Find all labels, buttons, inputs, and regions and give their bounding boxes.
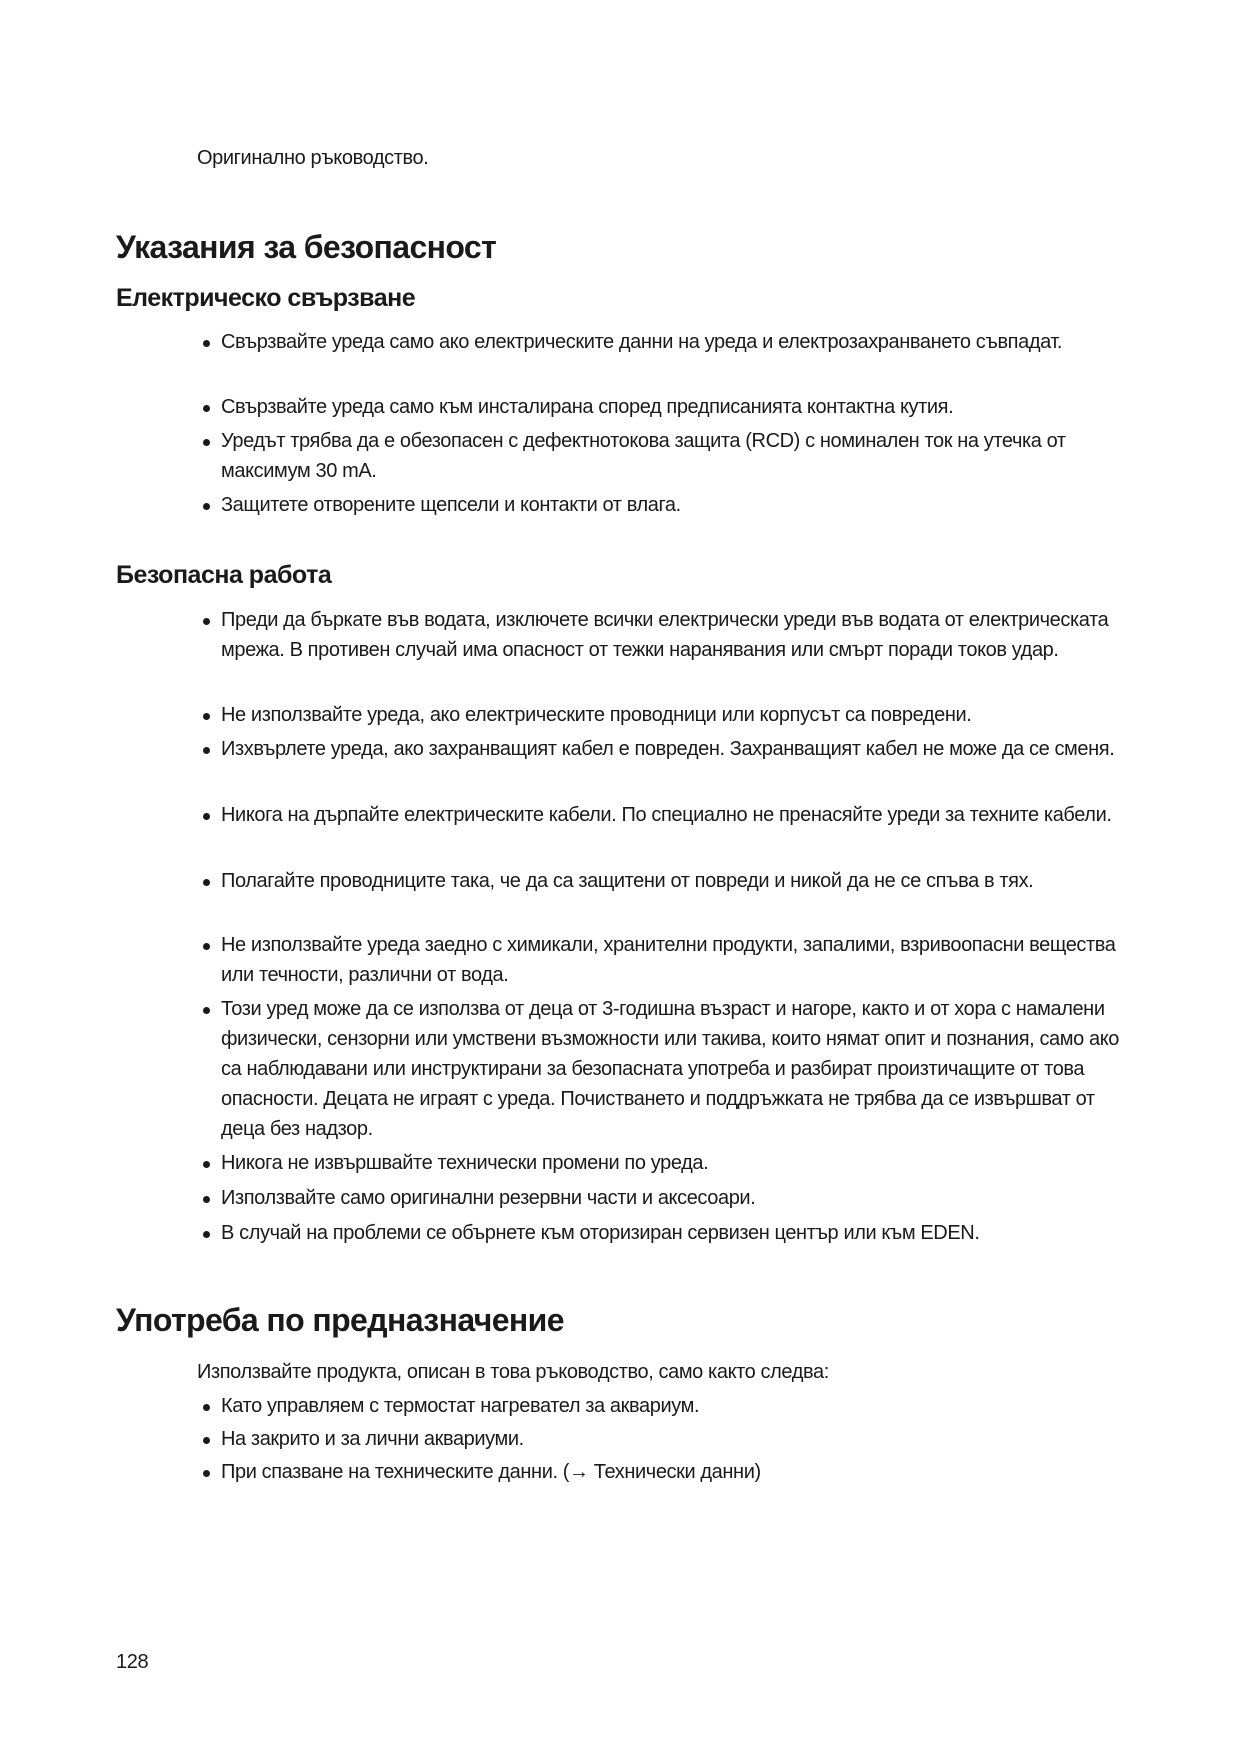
bullet-icon (203, 713, 210, 720)
bullet-icon (203, 618, 210, 625)
list-item: Уредът трябва да е обезопасен с дефектнотокова защита (RCD) с номинален ток на утечка от максимум 30 mA. (203, 426, 1123, 486)
intro-text: Оригинално ръководство. (197, 147, 429, 169)
bullet-icon (203, 1470, 210, 1477)
bullet-icon (203, 747, 210, 754)
bullet-icon (203, 1007, 210, 1014)
list-item: Изхвърлете уреда, ако захранващият кабел е повреден. Захранващият кабел не може да се сменя. (203, 734, 1123, 764)
bullet-icon (203, 340, 210, 347)
bullet-icon (203, 1231, 210, 1238)
list-item: Свързвайте уреда само към инсталирана според предписанията контактна кутия. (203, 392, 1123, 422)
list-item: Използвайте само оригинални резервни части и аксесоари. (203, 1183, 1123, 1213)
bullet-icon (203, 503, 210, 510)
list-item: Никога не извършвайте технически промени по уреда. (203, 1148, 1123, 1178)
bullet-icon (203, 879, 210, 886)
list-item: Полагайте проводниците така, че да са защитени от повреди и никой да не се спъва в тях. (203, 866, 1123, 896)
section-title-safety: Указания за безопасност (116, 229, 497, 265)
bullet-icon (203, 1404, 210, 1411)
list-item: На закрито и за лични аквариуми. (203, 1424, 1123, 1454)
list-item: Не използвайте уреда заедно с химикали, хранителни продукти, запалими, взривоопасни вещества или течности, различни от вода. (203, 930, 1123, 990)
section-title-intended-use: Употреба по предназначение (116, 1302, 564, 1338)
list-item: Преди да бъркате във водата, изключете всички електрически уреди във водата от електрическата мрежа. В противен случай има опасност от тежки наранявания или смърт поради токов удар. (203, 605, 1123, 665)
intended-use-intro: Използвайте продукта, описан в това ръководство, само както следва: (197, 1361, 829, 1383)
list-item: Този уред може да се използва от деца от 3-годишна възраст и нагоре, както и от хора с намалени физически, сензорни или умствени възможности или такива, които нямат опит и познания, само ако са наблюдавани или инструктирани за безопасната употреба и разбират произтичащите от това опасности. Децата не играят с уреда. Почистването и поддръжката не трябва да се извършват от деца без надзор. (203, 994, 1123, 1144)
list-item: В случай на проблеми се обърнете към оторизиран сервизен център или към EDEN. (203, 1218, 1123, 1248)
list-item: При спазване на техническите данни. (→ Технически данни) (203, 1457, 1123, 1487)
list-item: Не използвайте уреда, ако електрическите проводници или корпусът са повредени. (203, 700, 1123, 730)
bullet-icon (203, 813, 210, 820)
bullet-icon (203, 1437, 210, 1444)
list-item: Като управляем с термостат нагревател за аквариум. (203, 1391, 1123, 1421)
bullet-icon (203, 943, 210, 950)
bullet-icon (203, 405, 210, 412)
bullet-icon (203, 1196, 210, 1203)
subsection-title-electrical: Електрическо свързване (116, 284, 416, 312)
subsection-title-operation: Безопасна работа (116, 561, 332, 589)
list-item: Никога на дърпайте електрическите кабели. По специално не пренасяйте уреди за техните кабели. (203, 800, 1123, 830)
bullet-icon (203, 1161, 210, 1168)
bullet-icon (203, 439, 210, 446)
list-item: Свързвайте уреда само ако електрическите данни на уреда и електрозахранването съвпадат. (203, 327, 1123, 357)
list-item: Защитете отворените щепсели и контакти от влага. (203, 490, 1123, 520)
page-number: 128 (116, 1651, 149, 1673)
